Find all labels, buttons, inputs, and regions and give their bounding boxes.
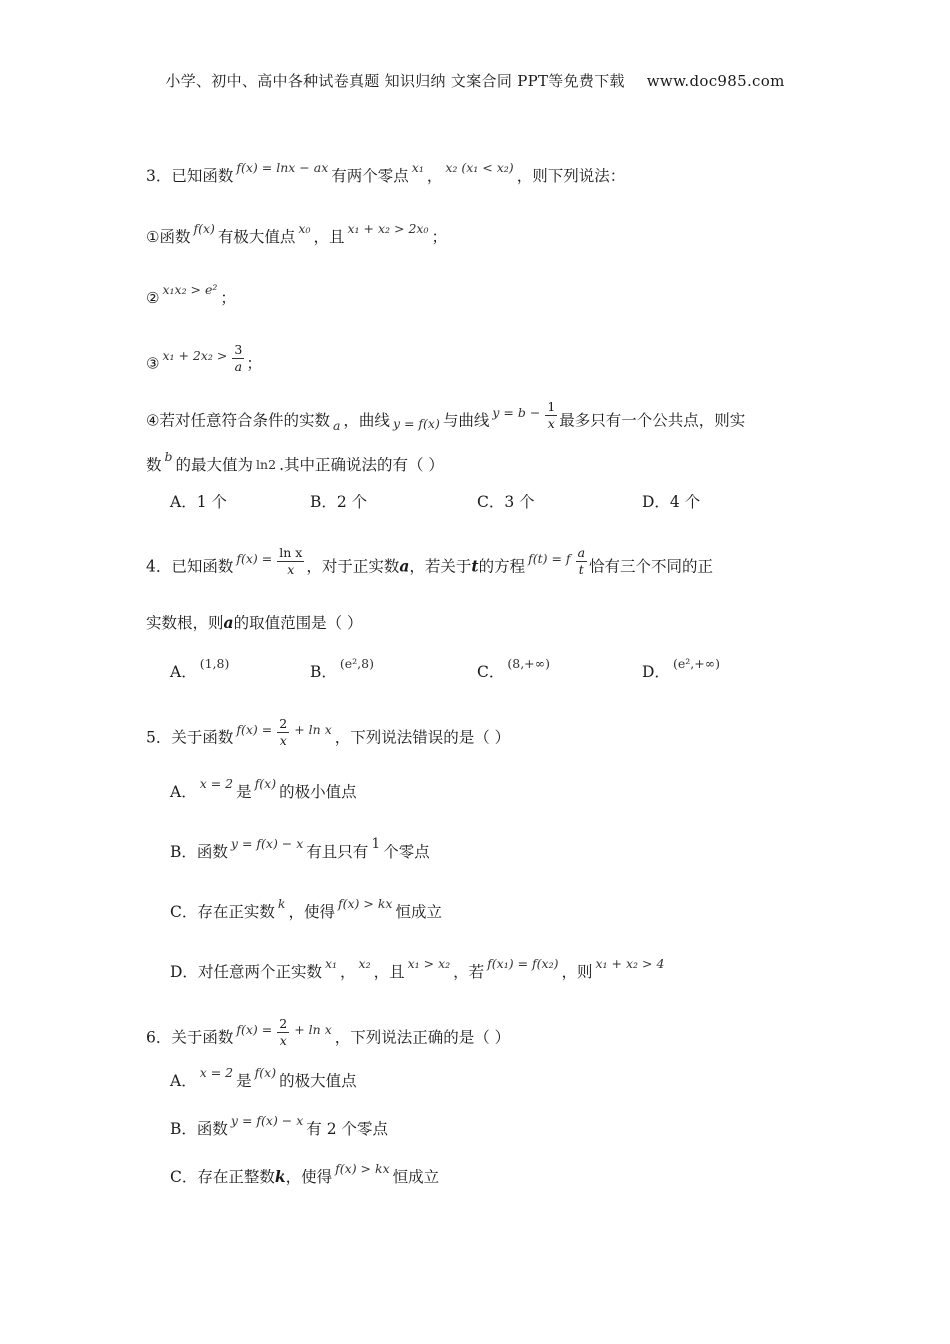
q5-func-lhs: f(x) = <box>236 721 273 737</box>
q4-mid2: ，若关于 <box>409 557 472 576</box>
q6-c-m1: f(x) > kx <box>335 1161 390 1176</box>
q6-b-m1: y = f(x) − x <box>230 1113 304 1128</box>
q4-mid3: 的方程 <box>478 557 526 576</box>
s4-frac <box>545 399 557 432</box>
q6-b-a: 函数 <box>196 1120 228 1138</box>
s1-fx: f(x) <box>193 221 215 236</box>
q5-d-m3: x₁ > x₂ <box>407 956 451 971</box>
page-header <box>0 70 950 91</box>
s1-x0: x₀ <box>298 221 311 236</box>
q6-tail: ，下列说法正确的是（ ） <box>334 1028 511 1047</box>
q3-option-c[interactable]: C．3 个 <box>477 493 535 511</box>
q5-b-label: B． <box>170 843 197 861</box>
q4-eq-lhs: f(t) = f <box>528 550 571 566</box>
q4-a: a <box>399 556 410 576</box>
q5-d-d: ，则 <box>561 963 593 981</box>
q6-c-b: ，使得 <box>285 1168 333 1186</box>
q6-c-label: C． <box>170 1168 198 1186</box>
q6-stem <box>146 1016 511 1055</box>
q5-b-b: 有且只有 <box>306 843 369 861</box>
q4-func-num: ln x <box>279 545 303 560</box>
s1-a: 函数 <box>159 228 191 246</box>
q5-frac <box>277 716 289 749</box>
circle-2: ② <box>146 289 160 307</box>
q3-statement-1 <box>146 221 447 248</box>
q6-option-b[interactable] <box>170 1113 389 1140</box>
s1-c: ，且 <box>313 228 345 246</box>
q4-option-b[interactable] <box>310 656 377 683</box>
q5-a-b: 的极小值点 <box>279 783 357 801</box>
q5-func-den: x <box>279 733 287 748</box>
s4-a: 若对任意符合条件的实数 <box>159 411 330 430</box>
q5-c-m2: f(x) > kx <box>337 896 393 911</box>
q3-func: f(x) = lnx − ax <box>236 160 329 175</box>
q5-prefix: 5．关于函数 <box>146 728 234 747</box>
q5-option-b[interactable] <box>170 836 430 863</box>
q6-c-a: 存在正整数 <box>197 1168 275 1186</box>
q5-b-m1: y = f(x) − x <box>230 836 304 851</box>
q4-d-label: D． <box>642 663 670 681</box>
s1-ineq: x₁ + x₂ > 2x₀ <box>347 221 429 236</box>
q6-a-label: A． <box>170 1072 197 1090</box>
q5-func-rhs: + ln x <box>294 721 332 737</box>
s1-b: 有极大值点 <box>217 228 296 246</box>
q4-eq-frac <box>576 545 587 578</box>
q5-d-m2: x₂ <box>358 956 371 971</box>
q3-option-b[interactable]: B．2 个 <box>310 493 368 511</box>
q6-func-lhs: f(x) = <box>236 1021 273 1037</box>
s1-end: ； <box>431 228 447 246</box>
s3-end: ； <box>246 354 262 373</box>
header-site: www.doc985.com <box>646 72 785 90</box>
s3-frac <box>232 342 244 375</box>
q6-option-c[interactable] <box>170 1161 440 1188</box>
s4-den: x <box>547 416 555 431</box>
q5-option-c[interactable] <box>170 896 442 923</box>
q5-d-m4: f(x₁) = f(x₂) <box>487 956 559 971</box>
s4-line2c: .其中正确说法的有（ ） <box>279 456 444 474</box>
s2-end: ； <box>220 289 236 307</box>
q4-option-c[interactable] <box>477 656 553 683</box>
q5-d-a: 对任意两个正实数 <box>197 963 322 981</box>
q5-func-num: 2 <box>279 716 288 731</box>
q6-func-den: x <box>279 1033 287 1048</box>
s4-b: ，曲线 <box>343 411 390 430</box>
q6-frac <box>277 1016 289 1049</box>
q3-mid: 有两个零点 <box>331 167 409 185</box>
q3-option-a[interactable]: A．1 个 <box>170 493 227 511</box>
q4-option-d[interactable] <box>642 656 723 683</box>
q4-stem-cont <box>146 613 363 633</box>
q5-d-c: ，若 <box>453 963 485 981</box>
circle-4: ④ <box>146 411 160 430</box>
s2-ineq: x₁x₂ > e² <box>162 282 218 297</box>
q3-tail: ，则下列说法： <box>516 167 626 185</box>
q5-b-c: 个零点 <box>383 843 430 861</box>
q5-c-a: 存在正实数 <box>197 903 275 921</box>
q5-c-m1: k <box>277 896 286 911</box>
q4-prefix: 4．已知函数 <box>146 557 234 576</box>
q4-line2a: 实数根，则 <box>146 614 224 632</box>
q3-x2cond: x₂ (x₁ < x₂) <box>445 160 514 175</box>
s4-c: 与曲线 <box>442 411 490 430</box>
q4-eq-num: a <box>577 545 586 560</box>
q5-c-c: 恒成立 <box>395 903 442 921</box>
q5-a-a: 是 <box>236 783 252 801</box>
circle-1: ① <box>146 228 160 246</box>
q5-c-b: ，使得 <box>288 903 335 921</box>
q3-statement-4 <box>146 399 746 438</box>
q4-a-label: A． <box>170 663 197 681</box>
q6-prefix: 6．关于函数 <box>146 1028 234 1047</box>
header-text: 小学、初中、高中各种试卷真题 知识归纳 文案合同 PPT等免费下载 <box>165 72 625 90</box>
q4-b-val: (e²,8) <box>339 656 374 671</box>
q6-a-m1: x = 2 <box>199 1065 234 1080</box>
q4-line2b: 的取值范围是（ ） <box>233 614 363 632</box>
s4-line2b: 的最大值为 <box>175 456 254 474</box>
q5-b-a: 函数 <box>196 843 228 861</box>
q3-statement-2 <box>146 282 236 309</box>
q6-c-c: 恒成立 <box>392 1168 440 1186</box>
q5-b-m2: 1 <box>371 836 381 852</box>
q6-func-num: 2 <box>279 1016 288 1031</box>
q3-x1: x₁ <box>411 160 424 175</box>
s3-num: 3 <box>234 342 243 357</box>
s4-bvar: b <box>164 449 173 464</box>
q4-func-den: x <box>287 562 295 577</box>
q6-func-rhs: + ln x <box>294 1021 332 1037</box>
q5-c-label: C． <box>170 903 198 921</box>
q4-stem <box>146 545 714 584</box>
q5-tail: ，下列说法错误的是（ ） <box>334 728 511 747</box>
q5-a-label: A． <box>170 783 197 801</box>
q4-a-val: (1,8) <box>199 656 230 671</box>
q4-tail: 恰有三个不同的正 <box>589 557 714 576</box>
q5-option-d[interactable] <box>170 956 667 983</box>
q6-option-a[interactable] <box>170 1065 357 1092</box>
q3-option-d[interactable]: D．4 个 <box>642 493 701 511</box>
s4-ln2: ln2 <box>256 457 277 472</box>
q5-option-a[interactable] <box>170 776 357 803</box>
q3-statement-3 <box>146 342 262 381</box>
s4-num: 1 <box>547 399 556 414</box>
s4-curve1: y = f(x) <box>392 415 440 431</box>
q5-a-m2: f(x) <box>254 776 277 791</box>
q4-frac <box>277 545 304 578</box>
q5-d-m5: x₁ + x₂ > 4 <box>595 956 665 971</box>
q4-c-val: (8,+∞) <box>507 656 550 671</box>
q3-stem <box>146 160 626 187</box>
q4-a2: a <box>223 613 234 632</box>
q3-statement-4-cont <box>146 449 444 476</box>
q4-eq-den: t <box>578 562 584 577</box>
circle-3: ③ <box>146 354 160 373</box>
q4-t: t <box>471 556 479 576</box>
q5-d-m1: x₁ <box>324 956 338 971</box>
q4-d-val: (e²,+∞) <box>672 656 720 671</box>
q6-c-k: k <box>274 1167 286 1186</box>
q5-d-b: ，且 <box>373 963 405 981</box>
q5-a-m1: x = 2 <box>199 776 234 791</box>
q4-c-label: C． <box>477 663 505 681</box>
q5-stem <box>146 716 511 755</box>
q3-sep: ， <box>426 167 443 185</box>
q4-mid1: ，对于正实数 <box>306 557 400 576</box>
q6-b-b: 有 2 个零点 <box>306 1120 389 1138</box>
q6-a-b: 的极大值点 <box>279 1072 357 1090</box>
q6-a-a: 是 <box>236 1072 252 1090</box>
s4-curve2: y = b − <box>492 404 541 420</box>
s4-var: a <box>332 417 341 433</box>
q5-d-label: D． <box>170 963 198 981</box>
q4-option-a[interactable] <box>170 656 232 683</box>
q6-b-label: B． <box>170 1120 197 1138</box>
q4-b-label: B． <box>310 663 337 681</box>
s3-lhs: x₁ + 2x₂ > <box>162 347 228 363</box>
q5-d-sep: ， <box>340 963 356 981</box>
s4-line2a: 数 <box>146 456 162 474</box>
q4-func-lhs: f(x) = <box>236 550 273 566</box>
s3-den: a <box>234 359 243 374</box>
q3-prefix: 3．已知函数 <box>146 167 234 185</box>
s4-d: 最多只有一个公共点，则实 <box>559 411 746 430</box>
q6-a-m2: f(x) <box>254 1065 277 1080</box>
